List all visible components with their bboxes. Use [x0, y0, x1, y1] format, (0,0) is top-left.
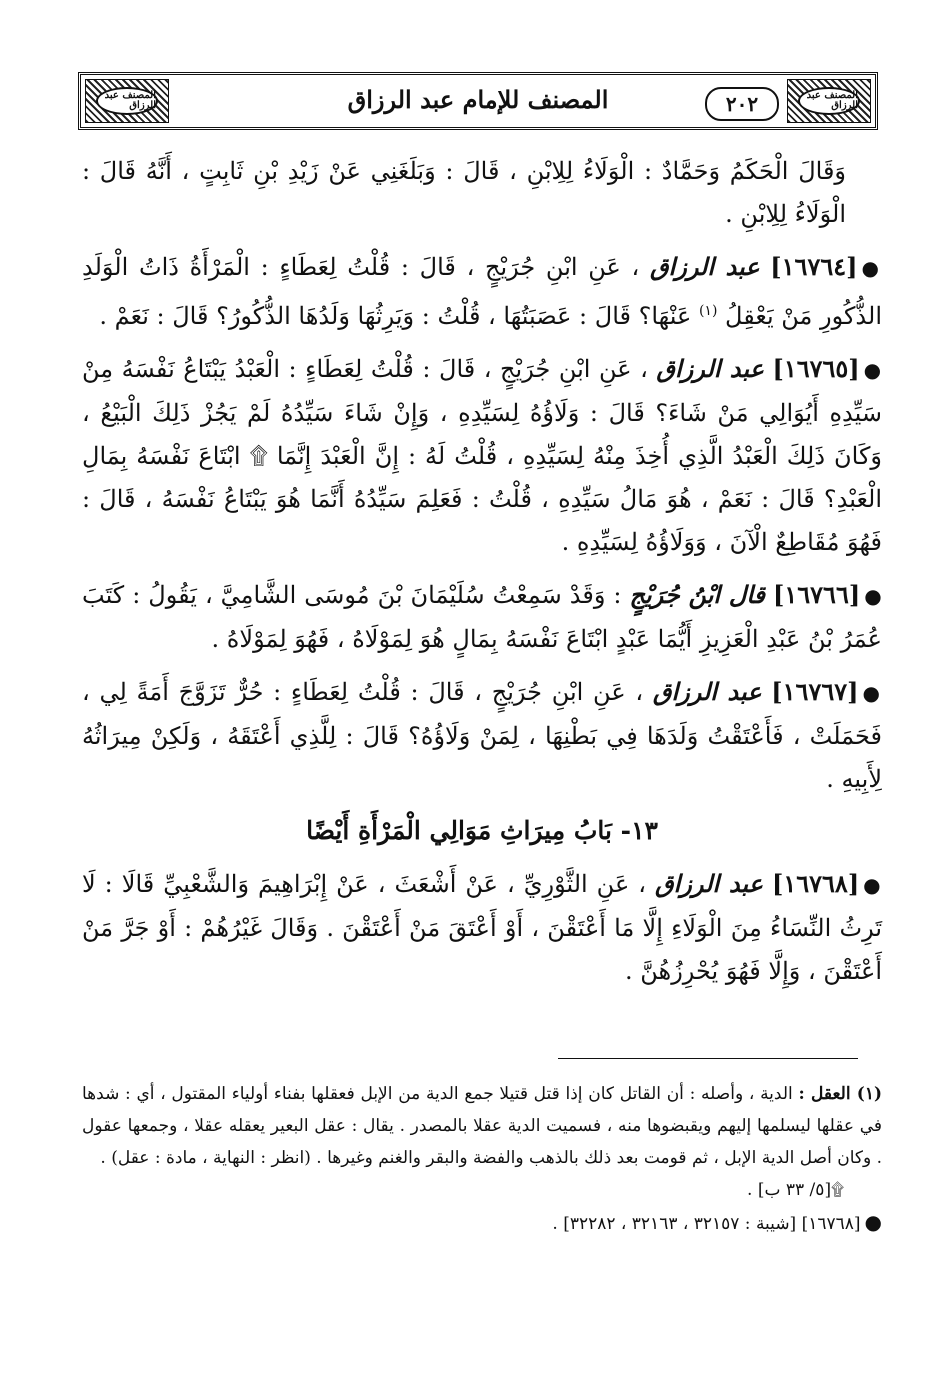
hadith-author: عبد الرزاق [656, 354, 764, 383]
hadith-16765 [82, 347, 882, 564]
ornament-right [787, 79, 871, 123]
ornament-seal-left: المصنف عبد الرزاق [96, 87, 158, 115]
bullet-icon: ● [863, 358, 882, 382]
footnote-1 [82, 1078, 882, 1174]
hadith-text: : وَقَدْ سَمِعْتُ سُلَيْمَانَ بْنَ مُوسَى الشَّامِيَّ ، يَقُولُ : كَتَبَ عُمَرُ بْنُ عَبْدِ الْعَزِيزِ أَيُّمَا عَبْدٍ ابْتَاعَ نَفْسَهُ بِمَالٍ هُوَ لِمَوْلَاهُ ، فَهُوَ لِمَوْلَاهُ . [82, 581, 882, 653]
ref-number: [١٦٧٦٨] [801, 1214, 861, 1234]
ref-text: [شيبة : ٣٢١٥٧ ، ٣٢١٦٣ ، ٣٢٢٨٢] . [552, 1214, 797, 1234]
hadith-text: ، عَنِ ابْنِ جُرَيْجٍ ، قَالَ : قُلْتُ لِعَطَاءٍ : حُرٌّ تَزَوَّجَ أَمَةً لِي ، فَحَمَلَتْ ، فَأَعْتَقْتُ وَلَدَهَا فِي بَطْنِهَا ، لِمَنْ وَلَاؤُهُ؟ قَالَ : لِلَّذِي أَعْتَقَهُ ، وَلَكِنْ مِيرَاثُهُ لِأَبِيهِ . [82, 678, 883, 793]
main-text [82, 150, 882, 1002]
footnote-text: الدية ، وأصله : أن القاتل كان إذا قتل قتيلا جمع الدية من الإبل فعقلها بفناء أولياء المقتول ، أي : شدها في عقلها ليسلمها إليهم ويقبضوها منه ، فسميت الدية عقلا بالمصدر . يقال : عقل البعير يعقله عقلا ، وجمعها عقول . وكان أصل الدية الإبل ، ثم قومت بعد ذلك بالذهب والفضة والبقر والغنم وغيرها . (انظر : النهاية ، مادة : عقل) . [82, 1084, 882, 1168]
hadith-author: قال ابْنُ جُرَيْجٍ [629, 580, 766, 609]
ornament-left [85, 79, 169, 123]
hadith-number: [١٦٧٦٤] [770, 252, 858, 281]
manuscript-marker-note: ۩[٥/ ٣٣ ب] . [747, 1180, 844, 1200]
running-title: المصنف للإمام عبد الرزاق [347, 85, 609, 114]
hadith-number: [١٦٧٦٨] [772, 869, 860, 898]
hadith-text-cont: ابْتَاعَ نَفْسَهُ بِمَالِ الْعَبْدِ؟ قَالَ : نَعَمْ ، هُوَ مَالُ سَيِّدِهِ ، قُلْتُ : فَعَلِمَ سَيِّدُهُ أَنَّمَا هُوَ يَبْتَاعُ نَفْسَهُ ، قَالَ : فَهُوَ مُقَاطِعٌ الْآنَ ، وَوَلَاؤُهُ لِسَيِّدِهِ . [82, 442, 882, 556]
hadith-number: [١٦٧٦٥] [772, 354, 860, 383]
hadith-number: [١٦٧٦٧] [771, 677, 859, 706]
bullet-icon: ● [864, 584, 882, 608]
chapter-heading: ١٣- بَابُ مِيرَاثِ مَوَالِي الْمَرْأَةِ أَيْضًا [306, 816, 658, 845]
footnote-mark: (١) [698, 303, 718, 319]
footnote-divider [558, 1058, 858, 1059]
hadith-author: عبد الرزاق [649, 252, 760, 281]
footnotes [82, 1078, 882, 1240]
page-header [78, 72, 878, 130]
page-number: ٢٠٢ [705, 87, 779, 121]
hadith-text: ، عَنِ الثَّوْرِيِّ ، عَنْ أَشْعَثَ ، عَنْ إِبْرَاهِيمَ وَالشَّعْبِيِّ قَالَا : لَا تَرِثُ النِّسَاءُ مِنَ الْوَلَاءِ إِلَّا مَا أَعْتَقْنَ ، أَوْ أَعْتَقَ مَنْ أَعْتَقْنَ . وَقَالَ غَيْرُهُمْ : أَوْ جَرَّ مَنْ أَعْتَقْنَ ، وَإِلَّا فَهُوَ يُحْرِزُهُنَّ . [82, 870, 882, 985]
hadith-author: عبد الرزاق [655, 869, 763, 898]
hadith-16768 [82, 862, 882, 993]
bullet-icon: ● [862, 681, 883, 705]
hadith-author: عبد الرزاق [652, 677, 762, 706]
bullet-icon: ● [864, 1210, 882, 1234]
ornament-seal-right: المصنف عبد الرزاق [798, 87, 860, 115]
cross-reference [82, 1206, 882, 1240]
footnote-label: (١) العقل : [798, 1084, 883, 1104]
hadith-16764 [82, 245, 882, 338]
hadith-number: [١٦٧٦٦] [773, 580, 861, 609]
bullet-icon: ● [863, 873, 882, 897]
hadith-text-cont: عَنْهَا؟ قَالَ : عَصَبَتُهَا ، قُلْتُ : وَيَرِثُهَا وَلَدُهَا الذُّكُورُ؟ قَالَ : نَعَمْ . [99, 302, 692, 330]
intro-paragraph: وَقَالَ الْحَكَمُ وَحَمَّادٌ : الْوَلَاءُ لِلِابْنِ ، قَالَ : وَبَلَغَنِي عَنْ زَيْدِ بْنِ ثَابِتٍ ، أَنَّهُ قَالَ : الْوَلَاءُ لِلِابْنِ . [82, 157, 846, 228]
hadith-text: ، عَنِ ابْنِ جُرَيْجٍ ، قَالَ : قُلْتُ لِعَطَاءٍ : الْعَبْدُ يَبْتَاعُ نَفْسَهُ مِنْ سَيِّدِهِ أَيُوَالِي مَنْ شَاءَ؟ قَالَ : وَلَاؤُهُ لِسَيِّدِهِ ، وَإِنْ شَاءَ سَيِّدُهُ لَمْ يَجُزْ ذَلِكَ الْبَيْعُ ، وَكَانَ ذَلِكَ الْعَبْدُ الَّذِي أُخِذَ مِنْهُ لِسَيِّدِهِ ، قُلْتُ لَهُ : إِنَّ الْعَبْدَ إِنَّمَا [82, 355, 882, 470]
hadith-16766 [82, 573, 882, 661]
bullet-icon: ● [861, 256, 882, 280]
hadith-16767 [82, 670, 882, 801]
manuscript-marker-icon: ۩ [249, 442, 268, 470]
hadith-text: ، عَنِ ابْنِ جُرَيْجٍ ، قَالَ : قُلْتُ لِعَطَاءٍ : الْمَرْأَةُ ذَاتُ الْوَلَدِ الذُّكُورِ مَنْ يَعْقِلُ [82, 253, 882, 330]
